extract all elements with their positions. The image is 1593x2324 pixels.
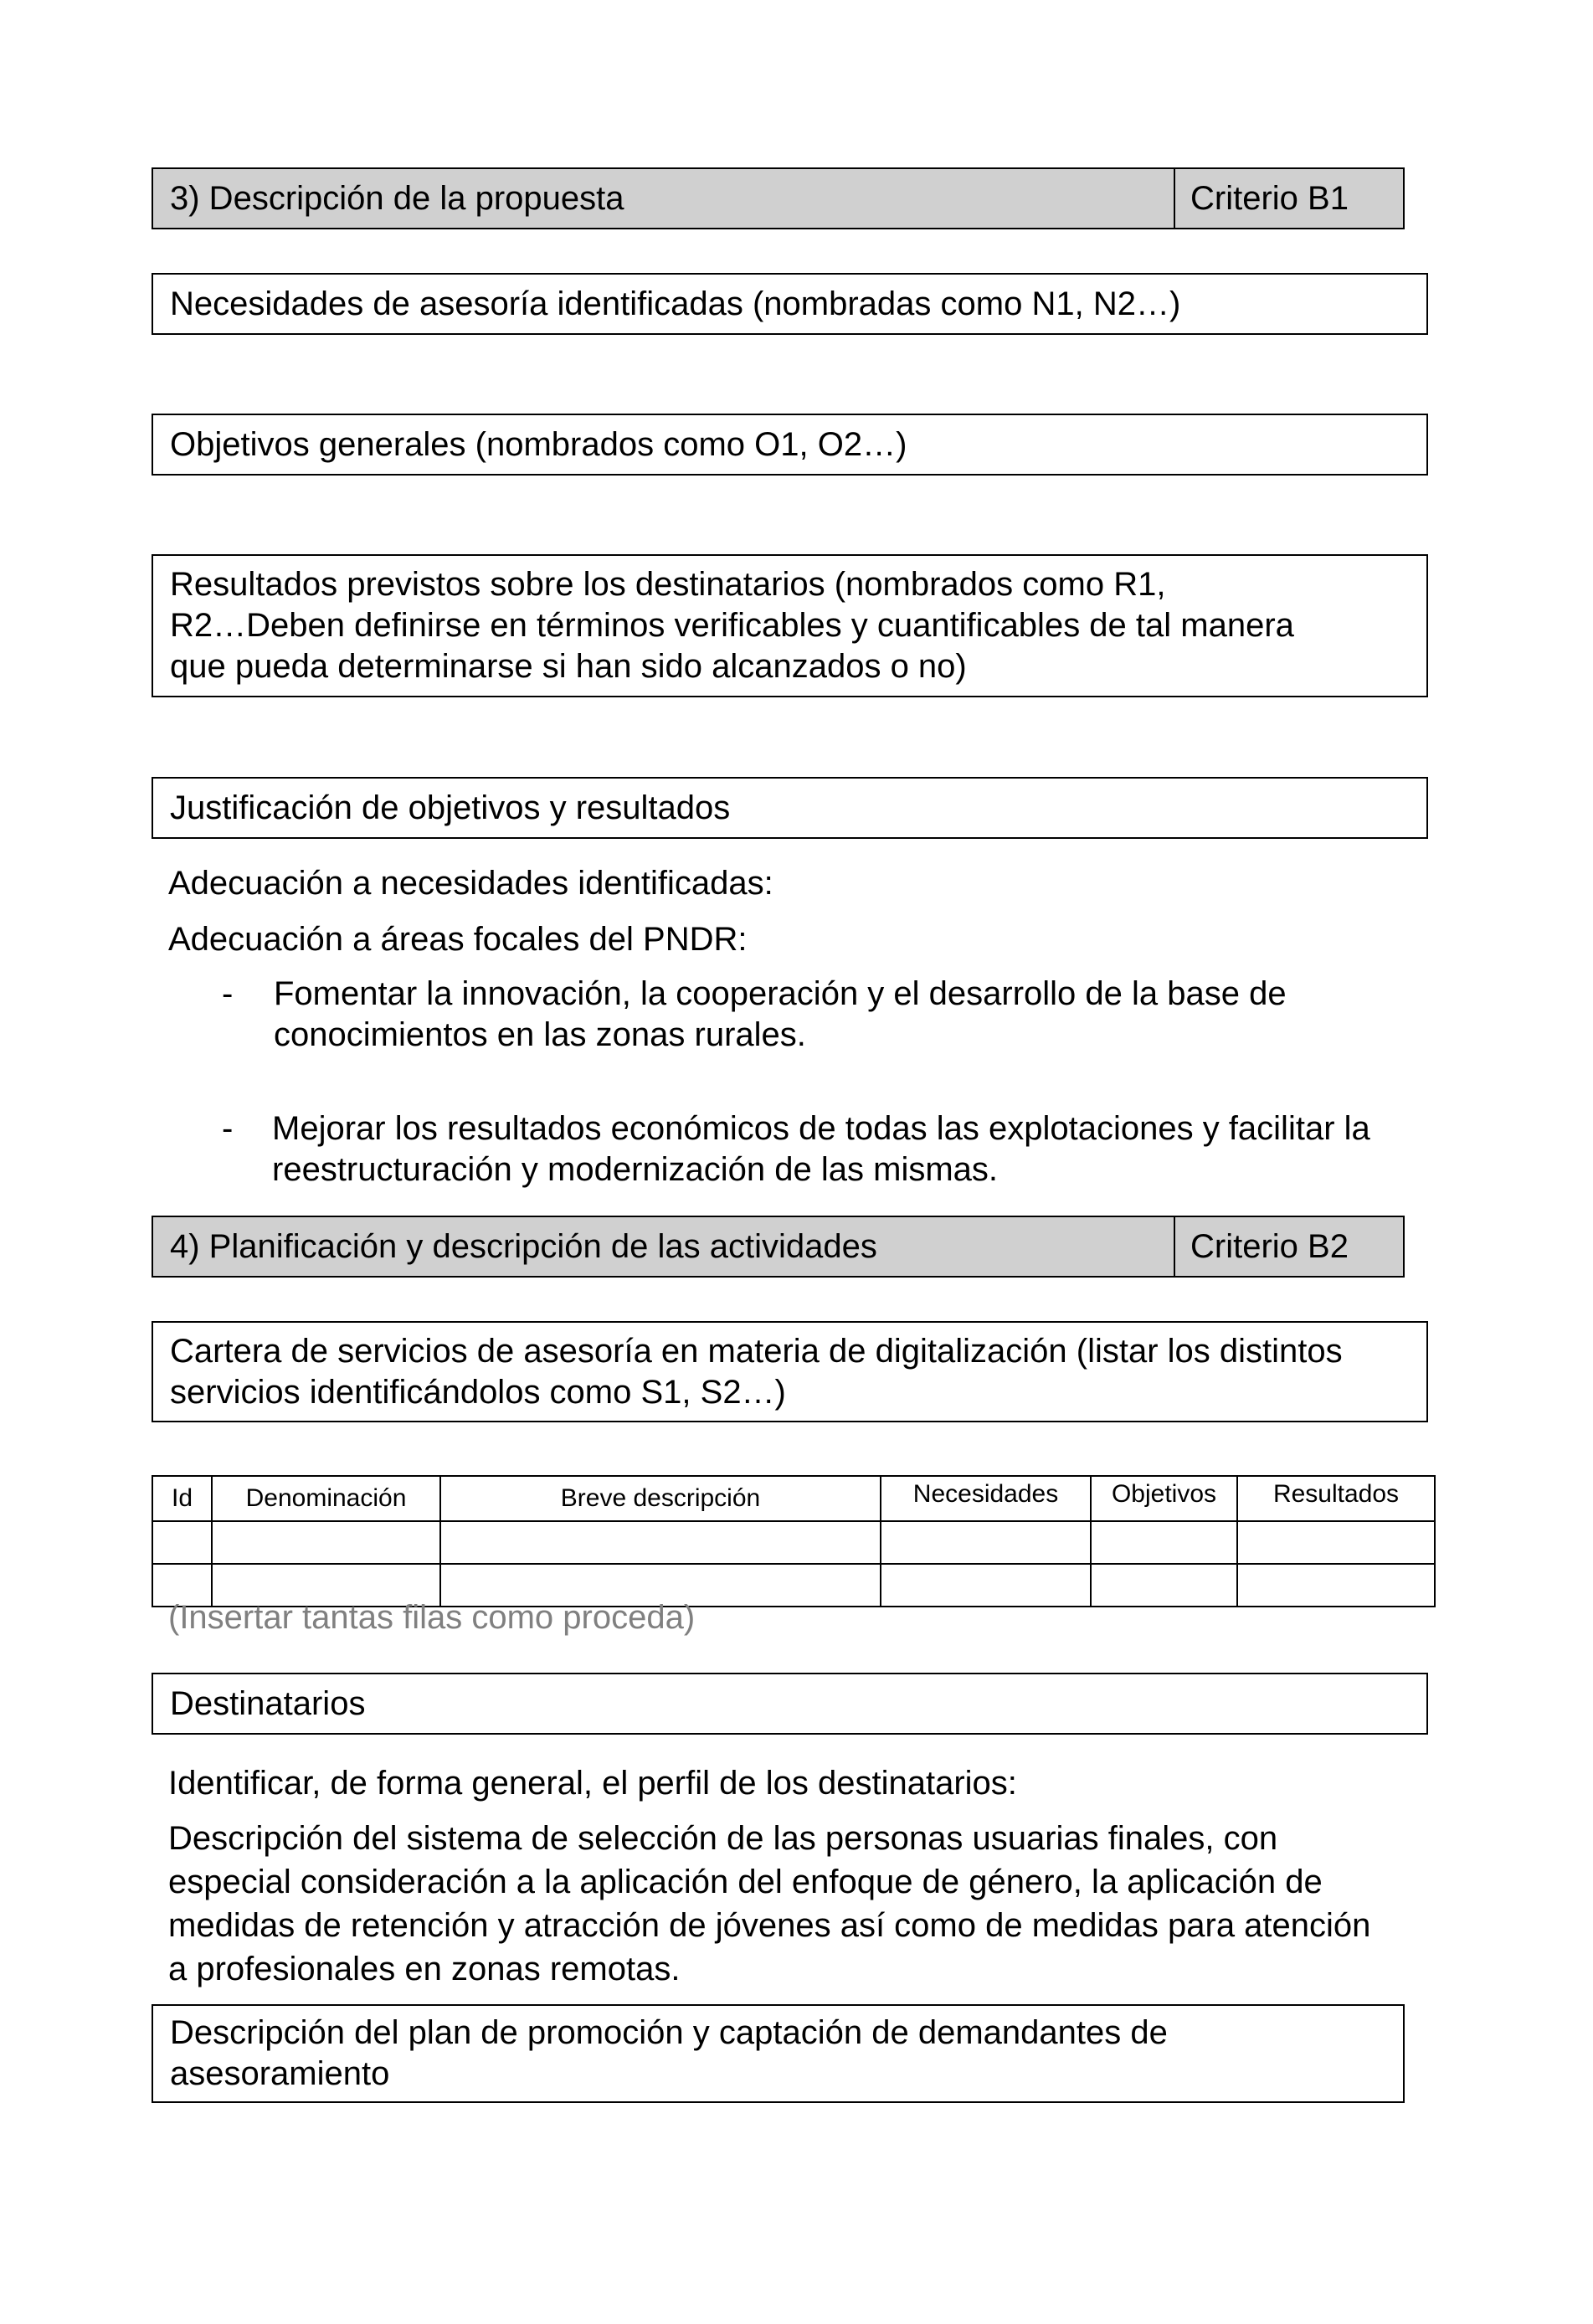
table-cell[interactable]	[1091, 1521, 1237, 1564]
table-cell[interactable]	[1237, 1564, 1435, 1607]
cartera-line-1: Cartera de servicios de asesoría en materia de digitalización (listar los distintos	[170, 1333, 1343, 1370]
table-note: (Insertar tantas filas como proceda)	[168, 1599, 696, 1636]
resultados-box	[152, 554, 1428, 697]
descripcion-sistema-line-4: a profesionales en zonas remotas.	[168, 1951, 681, 1987]
table-cell[interactable]	[881, 1521, 1091, 1564]
descripcion-sistema-line-2: especial consideración a la aplicación del enfoque de género, la aplicación de	[168, 1864, 1323, 1900]
col-denominacion-header: Denominación	[212, 1476, 440, 1521]
col-descripcion-header: Breve descripción	[440, 1476, 881, 1521]
col-id-header: Id	[152, 1476, 212, 1521]
descripcion-sistema-line-3: medidas de retención y atracción de jóvenes así como de medidas para atención	[168, 1907, 1371, 1944]
table-header-row	[152, 1476, 1435, 1521]
section-4-criterion: Criterio B2	[1174, 1217, 1403, 1276]
plan-promocion-line-1: Descripción del plan de promoción y captación de demandantes de	[170, 2014, 1168, 2051]
section-3-criterion: Criterio B1	[1174, 169, 1403, 228]
section-3-title: 3) Descripción de la propuesta	[170, 179, 624, 217]
objetivos-label: Objetivos generales (nombrados como O1, O2…)	[170, 425, 907, 463]
descripcion-sistema-text	[168, 1817, 1370, 1991]
col-objetivos-header: Objetivos	[1091, 1476, 1237, 1521]
bullet-dash: -	[222, 1110, 234, 1147]
bullet-line-2: conocimientos en las zonas rurales.	[274, 1016, 806, 1053]
table-cell[interactable]	[212, 1521, 440, 1564]
section-4-header	[152, 1216, 1405, 1278]
services-table	[152, 1475, 1436, 1607]
bullet-line-1: Fomentar la innovación, la cooperación y el desarrollo de la base de	[274, 975, 1287, 1012]
bullet-line-2: reestructuración y modernización de las mismas.	[272, 1151, 999, 1188]
identificar-text: Identificar, de forma general, el perfil de los destinatarios:	[168, 1765, 1017, 1802]
descripcion-sistema-line-1: Descripción del sistema de selección de las personas usuarias finales, con	[168, 1820, 1278, 1857]
table-row	[152, 1521, 1435, 1564]
adecuacion-necesidades-text: Adecuación a necesidades identificadas:	[168, 865, 773, 902]
resultados-line-3: que pueda determinarse si han sido alcanzados o no)	[170, 648, 967, 685]
cartera-box	[152, 1321, 1428, 1422]
bullet-dash: -	[222, 975, 234, 1012]
adecuacion-areas-text: Adecuación a áreas focales del PNDR:	[168, 921, 748, 958]
section-3-header	[152, 167, 1405, 229]
destinatarios-label: Destinatarios	[170, 1684, 366, 1722]
cartera-line-2: servicios identificándolos como S1, S2…)	[170, 1374, 786, 1411]
resultados-line-2: R2…Deben definirse en términos verificables y cuantificables de tal manera	[170, 607, 1294, 644]
table-cell[interactable]	[1237, 1521, 1435, 1564]
plan-promocion-box	[152, 2004, 1405, 2103]
justificacion-box	[152, 777, 1428, 839]
resultados-line-1: Resultados previstos sobre los destinatarios (nombrados como R1,	[170, 566, 1166, 603]
col-resultados-header: Resultados	[1237, 1476, 1435, 1521]
table-cell[interactable]	[440, 1521, 881, 1564]
necesidades-label: Necesidades de asesoría identificadas (nombradas como N1, N2…)	[170, 285, 1181, 322]
col-necesidades-header: Necesidades	[881, 1476, 1091, 1521]
table-cell[interactable]	[152, 1521, 212, 1564]
section-4-title: 4) Planificación y descripción de las actividades	[170, 1227, 877, 1265]
table-cell[interactable]	[1091, 1564, 1237, 1607]
objetivos-box	[152, 414, 1428, 476]
necesidades-box	[152, 273, 1428, 335]
destinatarios-box	[152, 1673, 1428, 1735]
bullet-line-1: Mejorar los resultados económicos de todas las explotaciones y facilitar la	[272, 1110, 1370, 1147]
justificacion-label: Justificación de objetivos y resultados	[170, 789, 731, 826]
table-cell[interactable]	[881, 1564, 1091, 1607]
plan-promocion-line-2: asesoramiento	[170, 2055, 390, 2092]
